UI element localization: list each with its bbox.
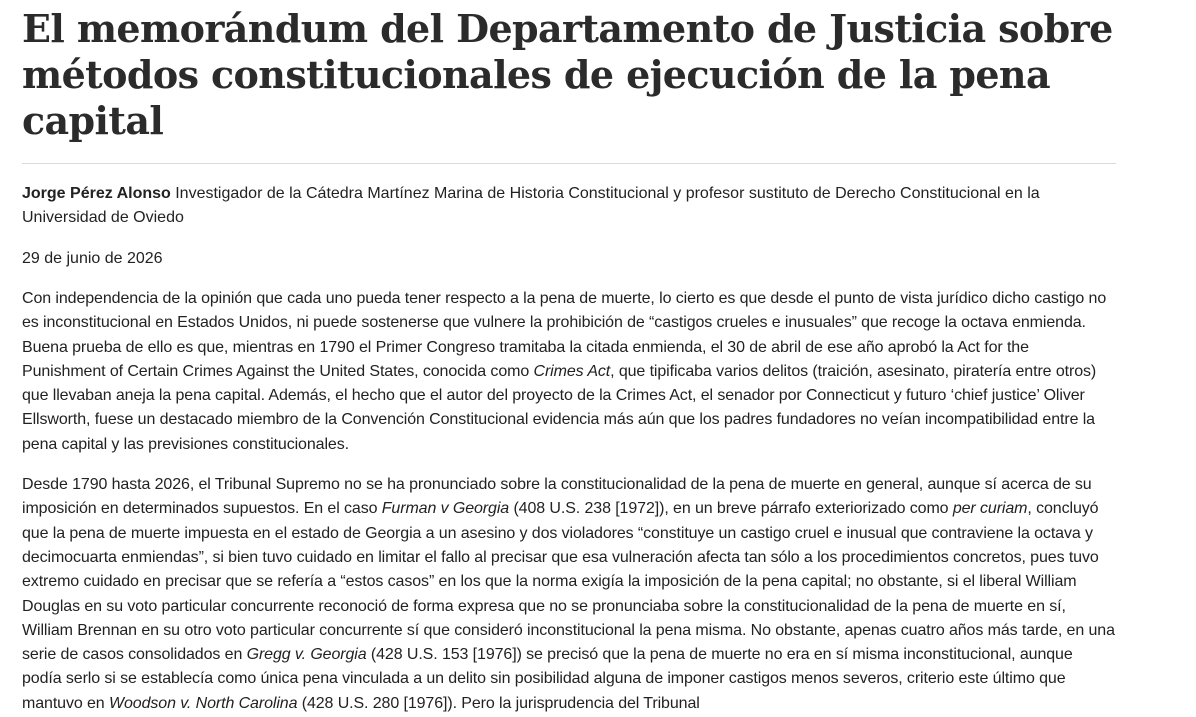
italic-text: Furman v Georgia xyxy=(381,500,510,518)
publication-date: 29 de junio de 2026 xyxy=(22,250,163,267)
paragraph-text: , concluyó que la pena de muerte impuesta en el estado de Georgia a un asesino y dos violadores “constituye un castigo cruel e inusual que contraviene la octava y decimocuarta enmiendas”, si bien tuvo cuidado en limitar el fallo al precisar que esa vulneración afecta tan sólo a los procedimientos concretos, pues tuvo extremo cuidado en precisar que se refería a “estos casos” en los que la norma exigía la imposición de la pena capital; no obstante, si el liberal William Douglas en su voto particular concurrente reconoció de forma expresa que no se pronunciaba sobre la constitucionalidad de la pena de muerte en sí, William Brennan en su otro voto particular concurrente sí que consideró inconstitucional la pena misma. No obstante, apenas cuatro años más tarde, en una serie de casos consolidados en xyxy=(22,500,1115,664)
italic-text: Gregg v. Georgia xyxy=(246,646,367,664)
author-affiliation: Investigador de la Cátedra Martínez Marina de Historia Constitucional y profesor sustituto de Derecho Constitucional en la Universidad de Oviedo xyxy=(22,185,1040,226)
author-name: Jorge Pérez Alonso xyxy=(22,185,171,202)
paragraph-text: Con independencia de la opinión que cada uno pueda tener respecto a la pena de muerte, lo cierto es que desde el punto de vista jurídico dicho castigo no es inconstitucional en Estados Unidos, ni puede sostenerse que vulnere la prohibición de “castigos crueles e inusuales” que recoge la octava enmienda. Buena prueba de ello es que, mientras en 1790 el Primer Congreso tramitaba la citada enmienda, el 30 de abril de ese año aprobó la Act for the Punishment of Certain Crimes Against the United States, conocida como xyxy=(22,290,1107,380)
paragraph-text: (428 U.S. 280 [1976]). Pero la jurisprudencia del Tribunal xyxy=(297,694,700,712)
body-paragraph xyxy=(22,287,1116,457)
italic-text: per curiam xyxy=(952,500,1028,518)
article xyxy=(22,0,1116,716)
italic-text: Woodson v. North Carolina xyxy=(108,694,298,712)
article-body xyxy=(22,287,1116,716)
italic-text: Crimes Act xyxy=(533,362,611,380)
byline xyxy=(22,182,1116,230)
title-divider xyxy=(22,163,1116,164)
article-title: El memorándum del Departamento de Justicia sobre métodos constitucionales de ejecución de la pena capital xyxy=(22,6,1113,143)
paragraph-text: , que tipificaba varios delitos (traición, asesinato, piratería entre otros) que llevaban aneja la pena capital. Además, el hecho que el autor del proyecto de la Crimes Act, el senador por Connecticut y futuro ‘chief justice’ Oliver Ellsworth, fuese un destacado miembro de la Convención Constitucional evidencia más aún que los padres fundadores no veían incompatibilidad entre la pena capital y las previsiones constitucionales. xyxy=(22,362,1097,453)
paragraph-text: (428 U.S. 153 [1976]) se precisó que la pena de muerte no era en sí misma inconstitucional, aunque podía serlo si se establecía como única pena vinculada a un delito sin posibilidad alguna de imponer castigos menos severos, criterio este último que mantuvo en xyxy=(22,646,1073,712)
body-paragraph xyxy=(22,473,1116,716)
paragraph-text: (408 U.S. 238 [1972]), en un breve párrafo exteriorizado como xyxy=(509,500,953,518)
paragraph-text: Desde 1790 hasta 2026, el Tribunal Supremo no se ha pronunciado sobre la constitucionalidad de la pena de muerte en general, aunque sí acerca de su imposición en determinados supuestos. En el caso xyxy=(22,476,1092,518)
